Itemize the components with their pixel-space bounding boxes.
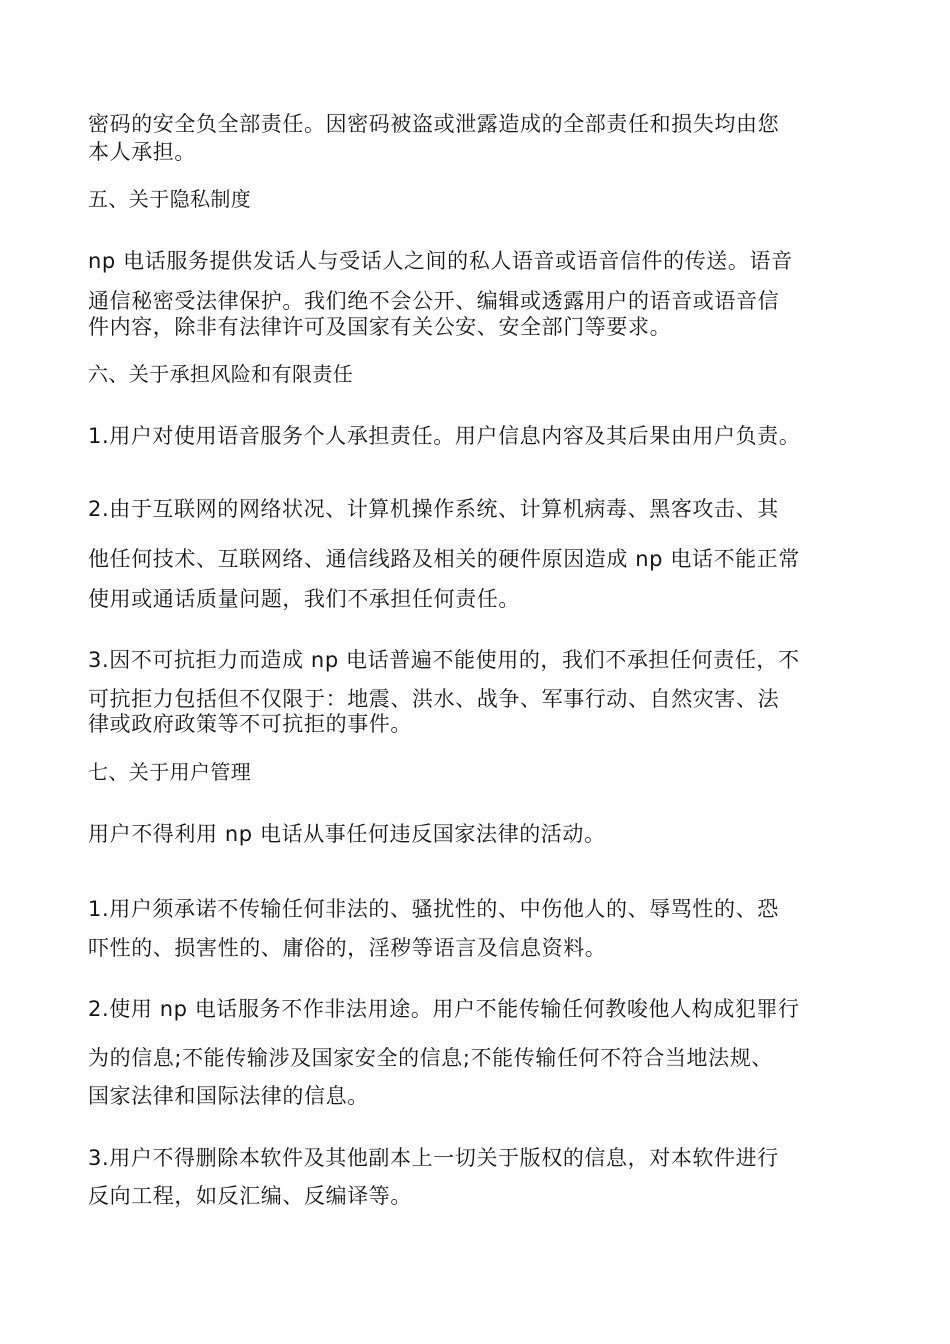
paragraph-line: 本人承担。	[88, 140, 196, 164]
section-heading-user-management: 七、关于用户管理	[88, 760, 252, 784]
paragraph-line: np 电话服务提供发话人与受话人之间的私人语音或语音信件的传送。语音	[88, 249, 793, 273]
section-heading-liability: 六、关于承担风险和有限责任	[88, 362, 354, 386]
paragraph-line: 国家法律和国际法律的信息。	[88, 1084, 369, 1108]
paragraph-line: 1.用户须承诺不传输任何非法的、骚扰性的、中伤他人的、辱骂性的、恐	[88, 897, 779, 921]
paragraph-line: 1.用户对使用语音服务个人承担责任。用户信息内容及其后果由用户负责。	[88, 424, 801, 448]
paragraph-line: 用户不得利用 np 电话从事任何违反国家法律的活动。	[88, 822, 606, 846]
paragraph-line: 为的信息;不能传输涉及国家安全的信息;不能传输任何不符合当地法规、	[88, 1046, 773, 1070]
paragraph-line: 件内容，除非有法律许可及国家有关公安、安全部门等要求。	[88, 315, 672, 339]
paragraph-line: 吓性的、损害性的、庸俗的，淫秽等语言及信息资料。	[88, 936, 607, 960]
paragraph-line: 3.因不可抗拒力而造成 np 电话普遍不能使用的，我们不承担任何责任，不	[88, 648, 800, 672]
paragraph-line: 律或政府政策等不可抗拒的事件。	[88, 712, 412, 736]
paragraph-line: 他任何技术、互联网络、通信线路及相关的硬件原因造成 np 电话不能正常	[88, 547, 800, 571]
paragraph-line: 2.使用 np 电话服务不作非法用途。用户不能传输任何教唆他人构成犯罪行	[88, 997, 800, 1021]
paragraph-line: 3.用户不得删除本软件及其他副本上一切关于版权的信息，对本软件进行	[88, 1146, 779, 1170]
paragraph-line: 2.由于互联网的网络状况、计算机操作系统、计算机病毒、黑客攻击、其	[88, 497, 779, 521]
paragraph-line: 使用或通话质量问题，我们不承担任何责任。	[88, 587, 520, 611]
paragraph-line: 密码的安全负全部责任。因密码被盗或泄露造成的全部责任和损失均由您	[88, 112, 780, 136]
paragraph-line: 反向工程，如反汇编、反编译等。	[88, 1184, 412, 1208]
paragraph-line: 可抗拒力包括但不仅限于：地震、洪水、战争、军事行动、自然灾害、法	[88, 687, 780, 711]
paragraph-line: 通信秘密受法律保护。我们绝不会公开、编辑或透露用户的语音或语音信	[88, 289, 780, 313]
section-heading-privacy: 五、关于隐私制度	[88, 187, 252, 211]
